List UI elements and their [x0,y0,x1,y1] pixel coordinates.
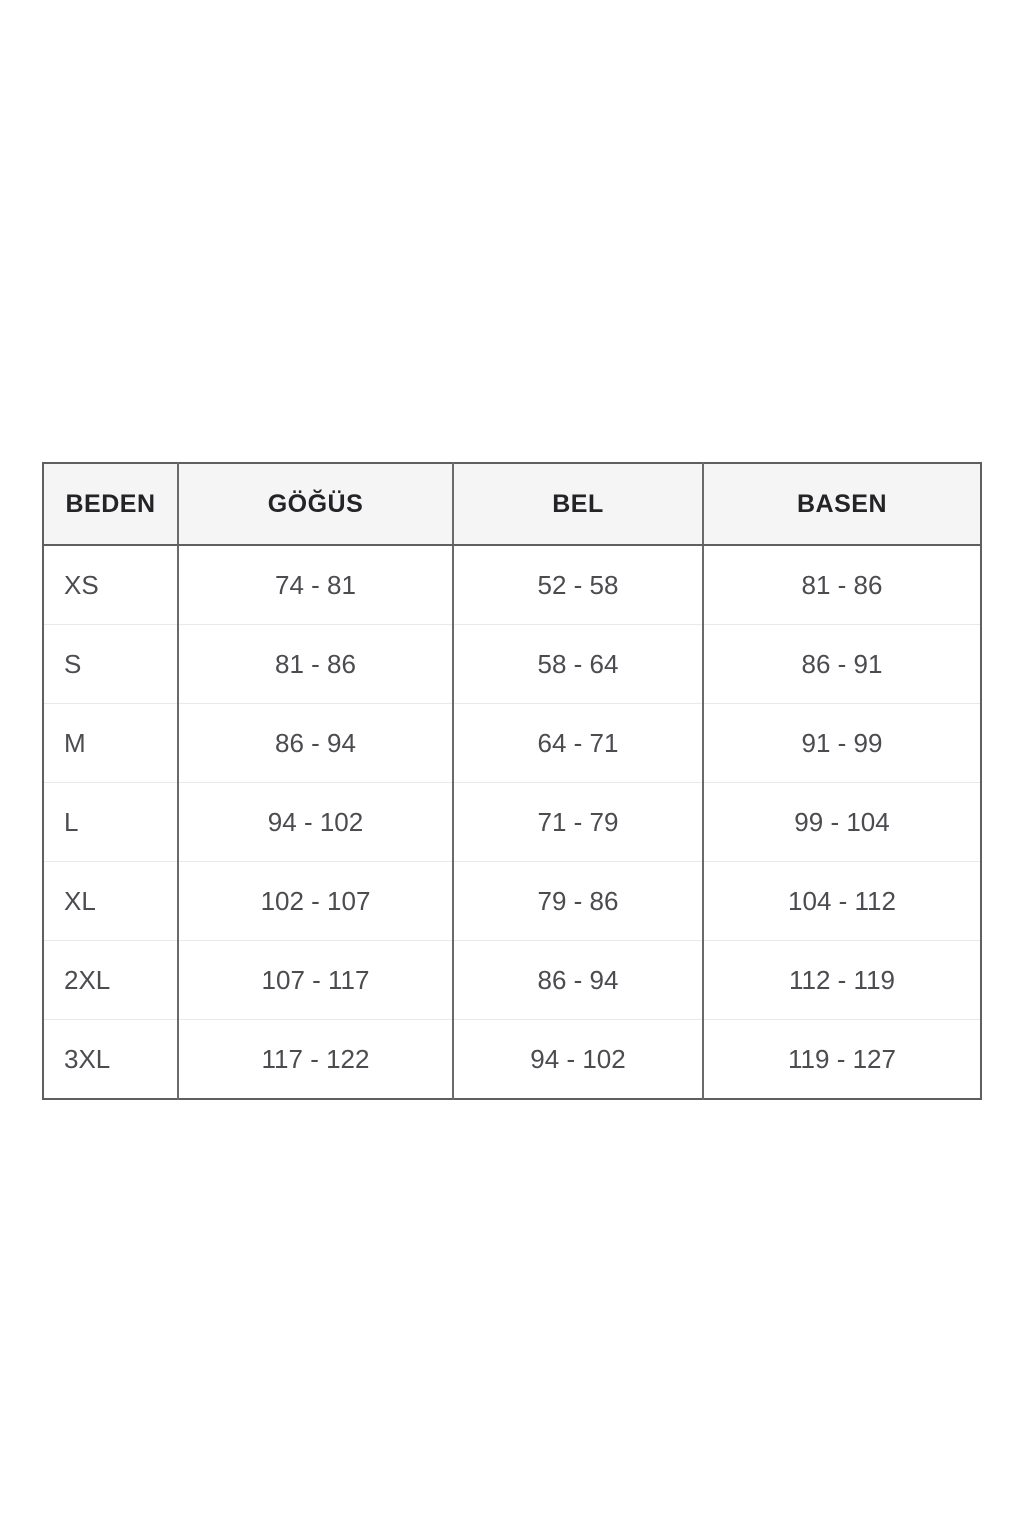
waist-range-cell: 58 - 64 [453,625,703,704]
size-cell: M [43,704,178,783]
size-cell: S [43,625,178,704]
header-hips: BASEN [703,463,981,545]
header-row [43,463,981,545]
hips-range-cell: 104 - 112 [703,862,981,941]
size-cell: L [43,783,178,862]
waist-range-cell: 79 - 86 [453,862,703,941]
hips-range-cell: 119 - 127 [703,1020,981,1100]
chest-range-cell: 74 - 81 [178,545,453,625]
header-waist: BEL [453,463,703,545]
chest-range-cell: 117 - 122 [178,1020,453,1100]
size-cell: XS [64,569,99,600]
hips-range-cell: 91 - 99 [703,704,981,783]
waist-range-cell: 52 - 58 [453,545,703,625]
header-size: BEDEN [43,463,178,545]
table-row [43,545,981,625]
table-row [43,1020,981,1100]
hips-range-cell: 81 - 86 [703,545,981,625]
chest-range-cell: 102 - 107 [178,862,453,941]
hips-range-cell: 99 - 104 [703,783,981,862]
size-cell: 2XL [43,941,178,1020]
hips-range-cell: 86 - 91 [703,625,981,704]
size-chart [42,462,980,1100]
waist-range-cell: 94 - 102 [453,1020,703,1100]
chest-range-cell: 94 - 102 [178,783,453,862]
header-chest: GÖĞÜS [178,463,453,545]
hips-range-cell: 112 - 119 [703,941,981,1020]
chest-range-cell: 107 - 117 [178,941,453,1020]
chest-range-cell: 81 - 86 [178,625,453,704]
table-row [43,941,981,1020]
size-cell: 3XL [43,1020,178,1100]
waist-range-cell: 86 - 94 [453,941,703,1020]
chest-range-cell: 86 - 94 [178,704,453,783]
table-row [43,783,981,862]
table-row [43,862,981,941]
size-cell: XL [43,862,178,941]
table-row [43,704,981,783]
size-chart-table [42,462,982,1100]
table-row [43,625,981,704]
waist-range-cell: 71 - 79 [453,783,703,862]
waist-range-cell: 64 - 71 [453,704,703,783]
